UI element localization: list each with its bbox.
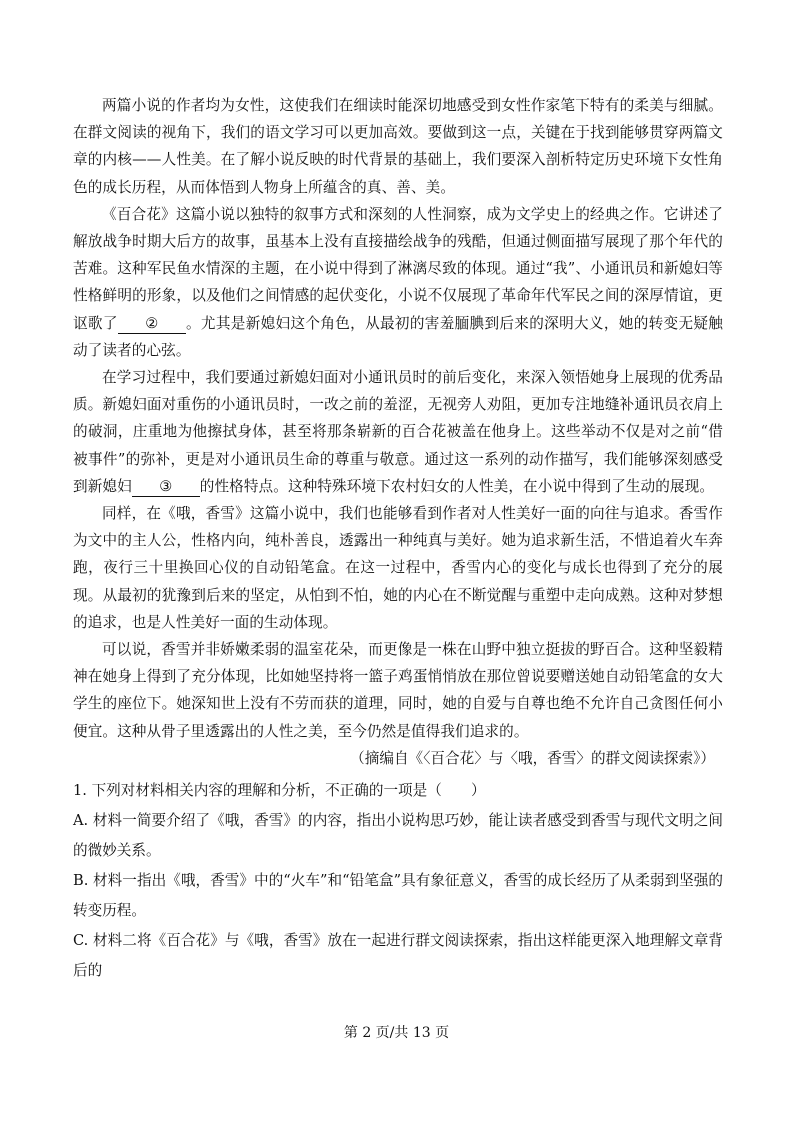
page-footer: 第 2 页/共 13 页 <box>343 1025 450 1041</box>
document-body <box>73 92 723 986</box>
paragraph-3-text-a: 在学习过程中，我们要通过新媳妇面对小通讯员时的前后变化，来深入领悟她身上展现的优秀品质。新媳妇面对重伤的小通讯员时，一改之前的羞涩，无视旁人劝阻，更加专注地缝补通讯员衣肩上的破洞，庄重地为他擦拭身体，甚至将那条崭新的百合花被盖在他身上。这些举动不仅是对之前“借被事件”的弥补，更是对小通讯员生命的尊重与敬意。通过这一系列的动作描写，我们能够深刻感受到新媳妇 <box>73 369 723 495</box>
fill-blank-2: ② <box>118 315 186 334</box>
paragraph-3-text-b: 的性格特点。这种特殊环境下农村妇女的人性美，在小说中得到了生动的展现。 <box>199 477 715 495</box>
paragraph-1: 两篇小说的作者均为女性，这使我们在细读时能深切地感受到女性作家笔下特有的柔美与细腻。在群文阅读的视角下，我们的语文学习可以更加高效。要做到这一点，关键在于找到能够贯穿两篇文章的内核——人性美。在了解小说反映的时代背景的基础上，我们要深入剖析特定历史环境下女性角色的成长历程，从而体悟到人物身上所蕴含的真、善、美。 <box>73 97 723 196</box>
option-b: B. 材料一指出《哦，香雪》中的“火车”和“铅笔盒”具有象征意义，香雪的成长经历了从柔弱到坚强的转变历程。 <box>73 872 723 920</box>
question-stem: 1. 下列对材料相关内容的理解和分析，不正确的一项是（ ） <box>73 782 486 800</box>
paragraph-2-text-a: 《百合花》这篇小说以独特的叙事方式和深刻的人性洞察，成为文学史上的经典之作。它讲述了解放战争时期大后方的故事，虽基本上没有直接描绘战争的残酷，但通过侧面描写展现了那个年代的苦难。这种军民鱼水情深的主题，在小说中得到了淋漓尽致的体现。通过“我”、小通讯员和新媳妇等性格鲜明的形象，以及他们之间情感的起伏变化，小说不仅展现了革命年代军民之间的深厚情谊，更讴歌了 <box>73 205 723 332</box>
paragraph-2-text-b: 。尤其是新媳妇这个角色，从最初的害羞腼腆到后来的深明大义，她的转变无疑触动了读者的心弦。 <box>73 314 723 359</box>
paragraph-4: 同样，在《哦，香雪》这篇小说中，我们也能够看到作者对人性美好一面的向往与追求。香雪作为文中的主人公，性格内向，纯朴善良，透露出一种纯真与美好。她为追求新生活，不惜追着火车奔跑，夜行三十里换回心仪的自动铅笔盒。在这一过程中，香雪内心的变化与成长也得到了充分的展现。从最初的犹豫到后来的坚定，从怕到不怕，她的内心在不断觉醒与重塑中走向成熟。这种对梦想的追求，也是人性美好一面的生动体现。 <box>73 505 723 631</box>
option-a: A. 材料一简要介绍了《哦，香雪》的内容，指出小说构思巧妙，能让读者感受到香雪与现代文明之间的微妙关系。 <box>73 812 723 860</box>
fill-blank-3: ③ <box>132 478 200 497</box>
source-citation: （摘编自《〈百合花〉与〈哦，香雪〉的群文阅读探索》） <box>350 749 715 767</box>
paragraph-3 <box>73 364 723 500</box>
option-c: C. 材料二将《百合花》与《哦，香雪》放在一起进行群文阅读探索，指出这样能更深入地理解文章背后的 <box>73 932 723 980</box>
paragraph-2 <box>73 201 723 364</box>
paragraph-5: 可以说，香雪并非娇嫩柔弱的温室花朵，而更像是一株在山野中独立挺拔的野百合。这种坚毅精神在她身上得到了充分体现，比如她坚持将一篮子鸡蛋悄悄放在那位曾说要赠送她自动铅笔盒的女大学生的座位下。她深知世上没有不劳而获的道理，同时，她的自爱与自尊也绝不允许自己贪图任何小便宜。这种从骨子里透露出的人性之美，至今仍然是值得我们追求的。 <box>73 641 723 740</box>
